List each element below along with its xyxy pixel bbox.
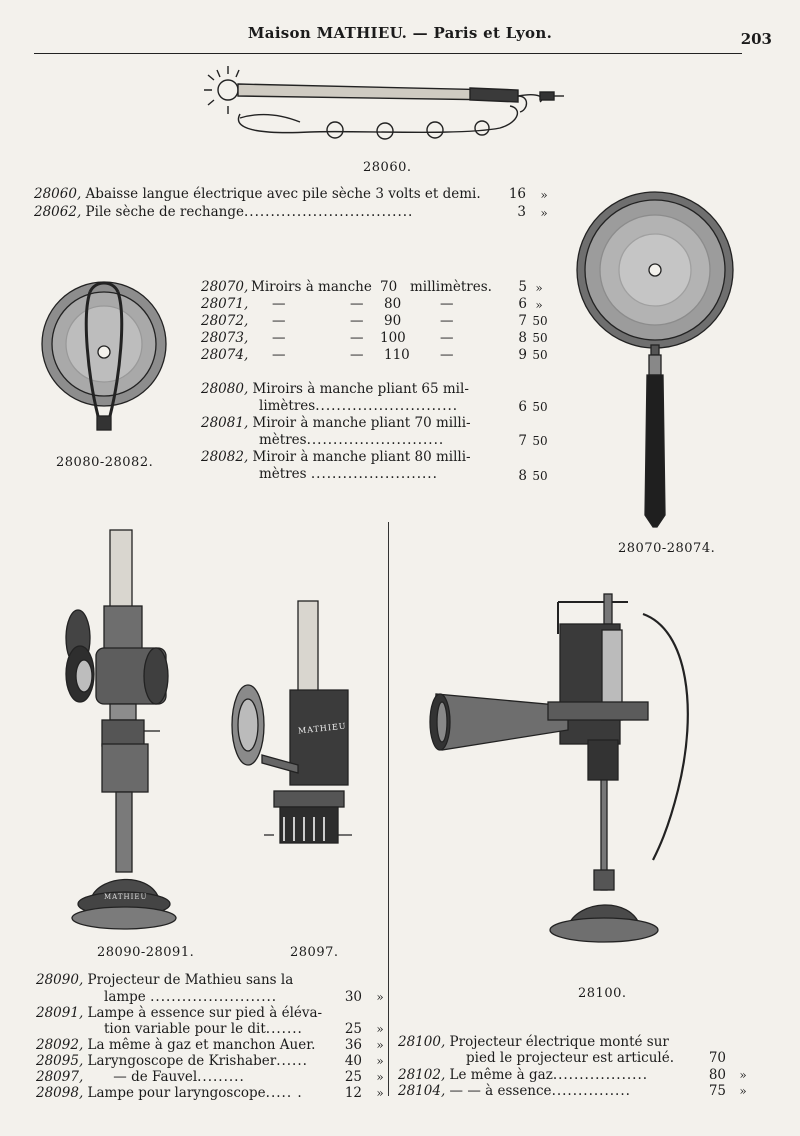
item-price: 7 xyxy=(518,433,527,449)
item-price: 3 xyxy=(517,204,526,220)
tongue-depressor-illustration xyxy=(200,62,580,152)
page-header-title: Maison MATHIEU. — Paris et Lyon. xyxy=(247,24,553,42)
item-code: 28060, xyxy=(34,186,82,202)
item-code: 28091, xyxy=(36,1005,84,1021)
item-description: lampe xyxy=(104,989,146,1005)
mirror-dash: — xyxy=(350,296,364,312)
list-item-28090 xyxy=(36,972,293,988)
mirror-unit: — xyxy=(440,347,454,363)
item-code: 28081, xyxy=(201,415,249,431)
list-item-28080-cont xyxy=(259,398,458,414)
item-price: 8 xyxy=(518,468,527,484)
item-price: 16 xyxy=(508,186,526,202)
leader-dots: ........................ xyxy=(310,466,438,482)
mirror-size: 70 xyxy=(380,279,398,295)
list-item-28081-cont xyxy=(259,432,444,448)
caption-28100: 28100. xyxy=(578,986,627,1001)
mirror-code: 28070, xyxy=(201,279,249,295)
projector-lamp-illustration xyxy=(62,526,222,936)
mirror-name: Miroirs à manche xyxy=(251,279,372,295)
item-description: Miroir à manche pliant 80 milli- xyxy=(252,449,471,465)
page-number: 203 xyxy=(740,30,772,48)
item-code: 28102, xyxy=(398,1067,446,1083)
list-item-28081 xyxy=(201,415,471,431)
leader-dots: .................. xyxy=(552,1067,649,1083)
item-price: 25 xyxy=(344,1021,362,1037)
item-description: Laryngoscope de Krishaber xyxy=(87,1053,277,1069)
list-item-28102 xyxy=(398,1067,648,1083)
mirror-size: 110 xyxy=(384,347,410,363)
mirror-unit: — xyxy=(440,313,454,329)
leader-dots: ...... xyxy=(276,1053,308,1069)
item-description: Miroir à manche pliant 70 milli- xyxy=(252,415,471,431)
item-cents: 50 xyxy=(532,400,548,414)
leader-dots: ........................... xyxy=(315,398,459,414)
item-code: 28092, xyxy=(36,1037,84,1053)
item-price: 6 xyxy=(518,399,527,415)
item-description: — de Fauvel xyxy=(113,1069,198,1085)
folding-mirror-illustration xyxy=(40,286,172,446)
item-cents: 50 xyxy=(532,348,548,362)
item-price: 5 xyxy=(518,279,527,295)
mirror-size: 90 xyxy=(384,313,402,329)
item-price: 80 xyxy=(708,1067,726,1083)
mirror-unit: millimètres. xyxy=(410,279,492,295)
item-price: 7 xyxy=(518,313,527,329)
item-cents: » xyxy=(376,1086,384,1100)
leader-dots: ......... xyxy=(197,1069,245,1085)
header-rule xyxy=(34,53,742,54)
electric-projector-illustration xyxy=(428,590,718,970)
mirror-dash: — xyxy=(350,313,364,329)
item-description: mètres xyxy=(259,466,307,482)
item-cents: 50 xyxy=(532,469,548,483)
list-item-28100-cont xyxy=(466,1050,674,1066)
hand-mirror-illustration xyxy=(575,195,737,530)
mirror-code: 28074, xyxy=(201,347,249,363)
item-cents: » xyxy=(535,281,543,295)
leader-dots: .......................... xyxy=(306,432,445,448)
item-description: limètres xyxy=(259,398,316,414)
item-price: 8 xyxy=(518,330,527,346)
item-price: 25 xyxy=(344,1069,362,1085)
item-cents: » xyxy=(376,1054,384,1068)
item-description: Pile sèche de rechange xyxy=(85,204,244,220)
item-description: mètres xyxy=(259,432,307,448)
item-description: Lampe à essence sur pied à éléva- xyxy=(87,1005,323,1021)
item-description: — — à essence xyxy=(449,1083,552,1099)
item-description: Lampe pour laryngoscope xyxy=(87,1085,266,1101)
item-price: 75 xyxy=(708,1083,726,1099)
leader-dots: ................................ xyxy=(244,204,414,220)
mirror-code: 28072, xyxy=(201,313,249,329)
item-code: 28097, xyxy=(36,1069,84,1085)
item-description: La même à gaz et manchon Auer. xyxy=(87,1037,316,1053)
list-item-28082 xyxy=(201,449,471,465)
mirror-name: — xyxy=(272,313,286,329)
list-item-28060 xyxy=(34,186,481,202)
leader-dots: ..... . xyxy=(265,1085,303,1101)
item-code: 28082, xyxy=(201,449,249,465)
mirror-size: 100 xyxy=(380,330,406,346)
item-price: 9 xyxy=(518,347,527,363)
column-divider xyxy=(388,522,389,1096)
item-cents: 50 xyxy=(532,434,548,448)
item-description: Projecteur de Mathieu sans la xyxy=(87,972,294,988)
leader-dots: ....... xyxy=(265,1021,303,1037)
item-code: 28062, xyxy=(34,204,82,220)
caption-28060: 28060. xyxy=(363,160,412,175)
item-description: tion variable pour le dit xyxy=(104,1021,266,1037)
item-cents: » xyxy=(376,1070,384,1084)
list-item-28092 xyxy=(36,1037,315,1053)
list-item-28062 xyxy=(34,204,413,220)
item-description: Miroirs à manche pliant 65 mil- xyxy=(252,381,469,397)
mirror-code: 28071, xyxy=(201,296,249,312)
item-cents: » xyxy=(376,1022,384,1036)
caption-28070-28074: 28070-28074. xyxy=(618,541,716,556)
list-item-28091 xyxy=(36,1005,322,1021)
mirror-name: — xyxy=(272,296,286,312)
list-item-28082-cont xyxy=(259,466,438,482)
list-item-28080 xyxy=(201,381,469,397)
caption-28090-28091: 28090-28091. xyxy=(97,945,195,960)
mirror-name: — xyxy=(272,347,286,363)
list-item-28091-cont xyxy=(104,1021,303,1037)
leader-dots: ........................ xyxy=(150,989,278,1005)
item-code: 28098, xyxy=(36,1085,84,1101)
list-item-28100 xyxy=(398,1034,669,1050)
item-cents: » xyxy=(540,206,548,220)
item-cents: » xyxy=(739,1068,747,1082)
item-code: 28080, xyxy=(201,381,249,397)
mirror-code: 28073, xyxy=(201,330,249,346)
item-cents: » xyxy=(376,1038,384,1052)
item-cents: » xyxy=(540,188,548,202)
item-code: 28095, xyxy=(36,1053,84,1069)
item-price: 36 xyxy=(344,1037,362,1053)
caption-28097: 28097. xyxy=(290,945,339,960)
item-price: 40 xyxy=(344,1053,362,1069)
item-price: 30 xyxy=(344,989,362,1005)
item-description: Projecteur électrique monté sur xyxy=(449,1034,669,1050)
item-price: 12 xyxy=(344,1085,362,1101)
caption-28080-28082: 28080-28082. xyxy=(56,455,154,470)
item-description: pied le projecteur est articulé. xyxy=(466,1050,675,1066)
item-description: Le même à gaz xyxy=(449,1067,553,1083)
mirror-unit: — xyxy=(440,296,454,312)
list-item-28104 xyxy=(398,1083,631,1099)
mirror-name: — xyxy=(272,330,286,346)
mirror-size: 80 xyxy=(384,296,402,312)
item-description: Abaisse langue électrique avec pile sèche 3 volts et demi. xyxy=(85,186,481,202)
item-cents: 50 xyxy=(532,314,548,328)
item-code: 28104, xyxy=(398,1083,446,1099)
item-code: 28090, xyxy=(36,972,84,988)
mirror-dash: — xyxy=(350,330,364,346)
list-item-28097 xyxy=(36,1069,245,1085)
list-item-28098 xyxy=(36,1085,303,1101)
list-item-28095 xyxy=(36,1053,308,1069)
item-price: 6 xyxy=(518,296,527,312)
list-item-28090-cont xyxy=(104,989,277,1005)
item-cents: » xyxy=(739,1084,747,1098)
item-cents: 50 xyxy=(532,331,548,345)
item-price: 70 xyxy=(708,1050,726,1066)
mirror-dash: — xyxy=(350,347,364,363)
lamp-base-stamp: MATHIEU xyxy=(104,893,148,901)
item-code: 28100, xyxy=(398,1034,446,1050)
item-cents: » xyxy=(535,298,543,312)
mirror-unit: — xyxy=(440,330,454,346)
leader-dots: ............... xyxy=(551,1083,631,1099)
item-cents: » xyxy=(376,990,384,1004)
laryngoscope-stamp: MATHIEU xyxy=(297,721,347,736)
